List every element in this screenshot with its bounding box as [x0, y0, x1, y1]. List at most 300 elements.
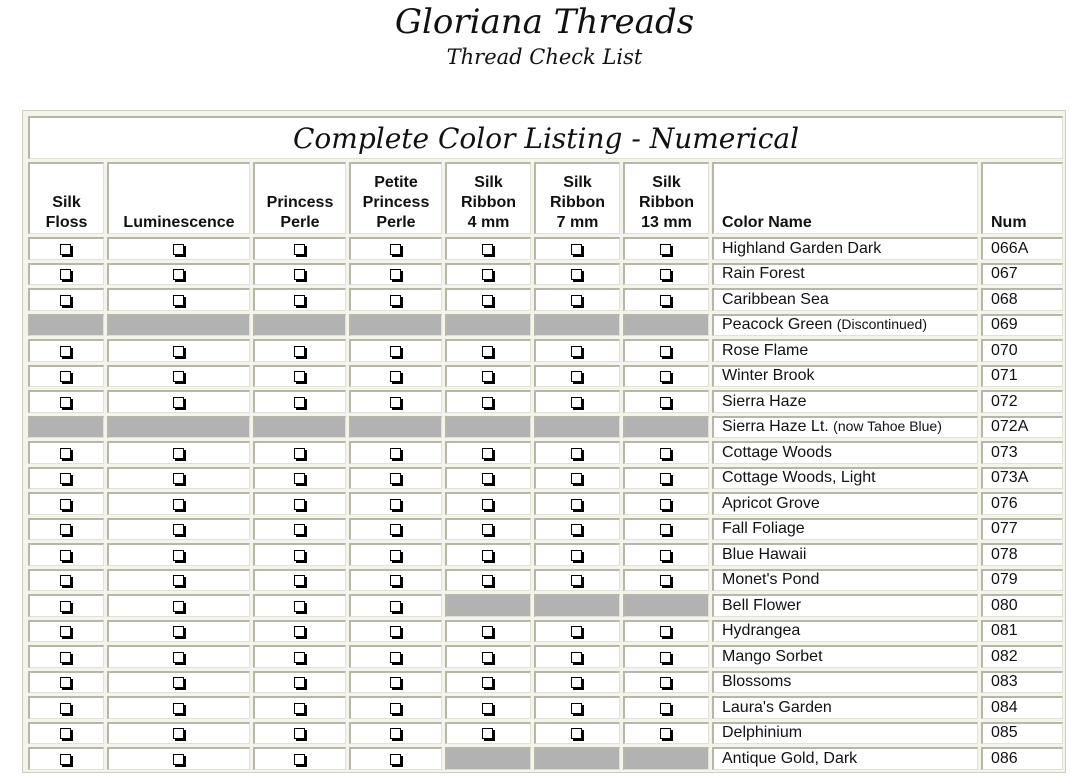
checkbox-cell[interactable] [623, 339, 709, 362]
checkbox-cell[interactable] [253, 288, 346, 311]
checkbox-cell[interactable] [28, 467, 104, 490]
checkbox-icon[interactable] [390, 346, 401, 357]
checkbox-cell[interactable] [107, 543, 250, 566]
checkbox-icon[interactable] [482, 473, 493, 484]
checkbox-icon[interactable] [390, 677, 401, 688]
checkbox-icon[interactable] [660, 244, 671, 255]
checkbox-cell[interactable] [534, 237, 620, 260]
checkbox-cell[interactable] [445, 543, 531, 566]
unavailable-cell [534, 314, 620, 337]
checkbox-icon[interactable] [390, 575, 401, 586]
checkbox-cell[interactable] [349, 263, 442, 286]
checkbox-icon[interactable] [173, 448, 184, 459]
table-row [28, 747, 1063, 770]
checkbox-icon[interactable] [571, 448, 582, 459]
checkbox-cell[interactable] [534, 518, 620, 541]
checkbox-cell[interactable] [253, 645, 346, 668]
checkbox-cell[interactable] [534, 722, 620, 745]
checkbox-icon[interactable] [482, 346, 493, 357]
checkbox-icon[interactable] [60, 448, 71, 459]
checkbox-icon[interactable] [390, 652, 401, 663]
checkbox-cell[interactable] [107, 594, 250, 617]
checkbox-icon[interactable] [482, 626, 493, 637]
checkbox-icon[interactable] [60, 677, 71, 688]
checkbox-icon[interactable] [482, 550, 493, 561]
checkbox-icon[interactable] [60, 346, 71, 357]
checkbox-cell[interactable] [107, 722, 250, 745]
checkbox-icon[interactable] [571, 295, 582, 306]
checkbox-icon[interactable] [294, 524, 305, 535]
checkbox-cell[interactable] [28, 441, 104, 464]
checkbox-icon[interactable] [390, 269, 401, 280]
checkbox-icon[interactable] [571, 550, 582, 561]
checkbox-cell[interactable] [28, 671, 104, 694]
checkbox-cell[interactable] [253, 620, 346, 643]
color-name-cell [712, 237, 978, 260]
checkbox-icon[interactable] [390, 244, 401, 255]
checkbox-cell[interactable] [534, 645, 620, 668]
checkbox-icon[interactable] [660, 652, 671, 663]
checkbox-icon[interactable] [173, 499, 184, 510]
color-name-cell [712, 441, 978, 464]
checkbox-cell[interactable] [534, 365, 620, 388]
checkbox-cell[interactable] [107, 569, 250, 592]
checkbox-cell[interactable] [107, 288, 250, 311]
checkbox-icon[interactable] [173, 397, 184, 408]
checkbox-cell[interactable] [107, 620, 250, 643]
checkbox-cell[interactable] [253, 492, 346, 515]
color-name-cell [712, 594, 978, 617]
unavailable-cell [107, 314, 250, 337]
checkbox-icon[interactable] [660, 524, 671, 535]
checkbox-cell[interactable] [623, 467, 709, 490]
table-row [28, 441, 1063, 464]
color-number: 068 [981, 288, 1063, 311]
checkbox-cell[interactable] [253, 722, 346, 745]
checkbox-icon[interactable] [173, 524, 184, 535]
checkbox-cell[interactable] [28, 594, 104, 617]
checkbox-icon[interactable] [660, 728, 671, 739]
checkbox-cell[interactable] [253, 569, 346, 592]
checkbox-cell[interactable] [28, 339, 104, 362]
thread-rows [28, 237, 1063, 770]
color-name-cell [712, 543, 978, 566]
checkbox-icon[interactable] [660, 269, 671, 280]
checkbox-cell[interactable] [623, 696, 709, 719]
checkbox-icon[interactable] [294, 575, 305, 586]
checkbox-cell[interactable] [349, 696, 442, 719]
checkbox-cell[interactable] [28, 518, 104, 541]
checkbox-icon[interactable] [173, 728, 184, 739]
checkbox-cell[interactable] [253, 594, 346, 617]
checkbox-icon[interactable] [60, 499, 71, 510]
checkbox-cell[interactable] [445, 645, 531, 668]
checkbox-icon[interactable] [482, 371, 493, 382]
checkbox-icon[interactable] [294, 371, 305, 382]
color-name: Rose Flame [722, 341, 809, 359]
color-number: 072A [981, 416, 1063, 439]
checkbox-cell[interactable] [534, 441, 620, 464]
checkbox-cell[interactable] [107, 492, 250, 515]
checkbox-icon[interactable] [60, 550, 71, 561]
checkbox-cell[interactable] [107, 237, 250, 260]
color-note: (Discontinued) [836, 316, 927, 333]
checkbox-icon[interactable] [571, 703, 582, 714]
table-row [28, 237, 1063, 260]
checkbox-icon[interactable] [294, 728, 305, 739]
checkbox-icon[interactable] [571, 524, 582, 535]
checkbox-cell[interactable] [253, 441, 346, 464]
checkbox-cell[interactable] [349, 747, 442, 770]
checkbox-icon[interactable] [173, 575, 184, 586]
checkbox-icon[interactable] [294, 626, 305, 637]
checkbox-icon[interactable] [60, 754, 71, 765]
checkbox-cell[interactable] [445, 263, 531, 286]
checkbox-icon[interactable] [294, 601, 305, 612]
checkbox-cell[interactable] [107, 747, 250, 770]
checkbox-icon[interactable] [660, 371, 671, 382]
color-name: Antique Gold, Dark [722, 749, 858, 767]
color-name-cell [712, 645, 978, 668]
checkbox-icon[interactable] [390, 626, 401, 637]
checkbox-cell[interactable] [623, 237, 709, 260]
checkbox-icon[interactable] [571, 397, 582, 408]
checkbox-icon[interactable] [294, 295, 305, 306]
checkbox-icon[interactable] [294, 448, 305, 459]
checkbox-cell[interactable] [253, 263, 346, 286]
checkbox-icon[interactable] [390, 473, 401, 484]
checkbox-icon[interactable] [571, 626, 582, 637]
checkbox-cell[interactable] [253, 390, 346, 413]
checkbox-cell[interactable] [623, 288, 709, 311]
checkbox-icon[interactable] [390, 371, 401, 382]
checkbox-icon[interactable] [173, 626, 184, 637]
checkbox-cell[interactable] [445, 237, 531, 260]
checkbox-icon[interactable] [390, 703, 401, 714]
checkbox-icon[interactable] [294, 244, 305, 255]
color-number: 069 [981, 314, 1063, 337]
unavailable-cell [253, 416, 346, 439]
checkbox-icon[interactable] [60, 626, 71, 637]
checkbox-icon[interactable] [173, 346, 184, 357]
checkbox-cell[interactable] [253, 365, 346, 388]
unavailable-cell [445, 594, 531, 617]
checkbox-icon[interactable] [482, 524, 493, 535]
checkbox-cell[interactable] [445, 620, 531, 643]
checkbox-icon[interactable] [482, 703, 493, 714]
checkbox-icon[interactable] [571, 677, 582, 688]
checkbox-cell[interactable] [253, 543, 346, 566]
checkbox-icon[interactable] [482, 244, 493, 255]
color-name: Cottage Woods, Light [722, 469, 876, 487]
checkbox-cell[interactable] [623, 390, 709, 413]
color-number: 077 [981, 518, 1063, 541]
checkbox-icon[interactable] [60, 397, 71, 408]
checkbox-icon[interactable] [482, 575, 493, 586]
checkbox-icon[interactable] [173, 703, 184, 714]
checkbox-icon[interactable] [390, 448, 401, 459]
checkbox-icon[interactable] [660, 397, 671, 408]
checkbox-cell[interactable] [534, 696, 620, 719]
checkbox-cell[interactable] [623, 645, 709, 668]
checkbox-cell[interactable] [623, 671, 709, 694]
checkbox-cell[interactable] [349, 237, 442, 260]
table-row [28, 416, 1063, 439]
column-header-silk-ribbon-7mm [534, 162, 620, 234]
checkbox-cell[interactable] [107, 339, 250, 362]
column-header-line: Floss [45, 214, 88, 231]
checkbox-cell[interactable] [349, 288, 442, 311]
checkbox-icon[interactable] [660, 473, 671, 484]
checkbox-icon[interactable] [294, 499, 305, 510]
checkbox-icon[interactable] [294, 703, 305, 714]
checkbox-icon[interactable] [660, 346, 671, 357]
checkbox-icon[interactable] [482, 728, 493, 739]
checkbox-cell[interactable] [445, 671, 531, 694]
checkbox-cell[interactable] [349, 390, 442, 413]
checkbox-icon[interactable] [660, 448, 671, 459]
checkbox-cell[interactable] [28, 237, 104, 260]
checkbox-icon[interactable] [173, 295, 184, 306]
checkbox-cell[interactable] [534, 492, 620, 515]
checkbox-icon[interactable] [294, 677, 305, 688]
checkbox-icon[interactable] [571, 575, 582, 586]
checkbox-cell[interactable] [28, 569, 104, 592]
checkbox-cell[interactable] [107, 671, 250, 694]
checkbox-icon[interactable] [660, 703, 671, 714]
checkbox-cell[interactable] [445, 339, 531, 362]
checkbox-icon[interactable] [660, 550, 671, 561]
checkbox-icon[interactable] [173, 269, 184, 280]
checkbox-icon[interactable] [482, 448, 493, 459]
checkbox-icon[interactable] [60, 601, 71, 612]
checkbox-icon[interactable] [390, 754, 401, 765]
checkbox-cell[interactable] [107, 365, 250, 388]
unavailable-cell [28, 314, 104, 337]
checkbox-cell[interactable] [349, 518, 442, 541]
checkbox-cell[interactable] [107, 518, 250, 541]
column-header-silk-ribbon-13mm [623, 162, 709, 234]
checkbox-cell[interactable] [28, 747, 104, 770]
checkbox-cell[interactable] [107, 441, 250, 464]
checkbox-icon[interactable] [294, 550, 305, 561]
checkbox-icon[interactable] [390, 728, 401, 739]
checkbox-cell[interactable] [349, 671, 442, 694]
checkbox-icon[interactable] [173, 677, 184, 688]
page-title: Gloriana Threads [394, 2, 695, 42]
checkbox-cell[interactable] [28, 365, 104, 388]
page-subtitle: Thread Check List [446, 45, 643, 69]
table-row [28, 492, 1063, 515]
checkbox-icon[interactable] [482, 652, 493, 663]
column-header-line: Perle [280, 214, 320, 231]
checkbox-icon[interactable] [173, 473, 184, 484]
checkbox-icon[interactable] [294, 269, 305, 280]
column-header-line: Princess [362, 194, 430, 211]
checkbox-cell[interactable] [445, 569, 531, 592]
checkbox-cell[interactable] [107, 696, 250, 719]
checkbox-cell[interactable] [623, 722, 709, 745]
checkbox-icon[interactable] [482, 295, 493, 306]
checkbox-cell[interactable] [28, 696, 104, 719]
column-header-line: 13 mm [641, 214, 692, 231]
checkbox-cell[interactable] [349, 594, 442, 617]
checkbox-cell[interactable] [445, 696, 531, 719]
color-name: Apricot Grove [722, 494, 820, 512]
checkbox-icon[interactable] [60, 295, 71, 306]
checkbox-icon[interactable] [482, 269, 493, 280]
checkbox-cell[interactable] [445, 288, 531, 311]
checkbox-cell[interactable] [445, 365, 531, 388]
color-number: 073A [981, 467, 1063, 490]
checkbox-cell[interactable] [623, 492, 709, 515]
checkbox-cell[interactable] [534, 390, 620, 413]
checkbox-icon[interactable] [294, 754, 305, 765]
checkbox-icon[interactable] [294, 473, 305, 484]
checkbox-icon[interactable] [173, 754, 184, 765]
color-number: 086 [981, 747, 1063, 770]
checkbox-cell[interactable] [28, 390, 104, 413]
checkbox-cell[interactable] [253, 671, 346, 694]
checkbox-icon[interactable] [173, 601, 184, 612]
checkbox-icon[interactable] [60, 269, 71, 280]
checkbox-cell[interactable] [623, 569, 709, 592]
checkbox-icon[interactable] [173, 652, 184, 663]
checkbox-cell[interactable] [107, 467, 250, 490]
checkbox-cell[interactable] [253, 696, 346, 719]
checkbox-cell[interactable] [534, 620, 620, 643]
checkbox-icon[interactable] [60, 524, 71, 535]
checkbox-cell[interactable] [349, 441, 442, 464]
checkbox-cell[interactable] [107, 263, 250, 286]
checkbox-icon[interactable] [571, 652, 582, 663]
checkbox-icon[interactable] [571, 244, 582, 255]
checkbox-cell[interactable] [253, 518, 346, 541]
checkbox-icon[interactable] [60, 728, 71, 739]
checkbox-cell[interactable] [534, 543, 620, 566]
checkbox-icon[interactable] [390, 524, 401, 535]
checkbox-icon[interactable] [390, 601, 401, 612]
checkbox-icon[interactable] [571, 728, 582, 739]
checkbox-cell[interactable] [349, 543, 442, 566]
color-name-cell [712, 569, 978, 592]
table-row [28, 543, 1063, 566]
checkbox-icon[interactable] [482, 397, 493, 408]
unavailable-cell [253, 314, 346, 337]
color-name-cell [712, 492, 978, 515]
table-row [28, 365, 1063, 388]
checkbox-icon[interactable] [294, 346, 305, 357]
unavailable-cell [534, 416, 620, 439]
checkbox-cell[interactable] [445, 722, 531, 745]
checkbox-icon[interactable] [660, 499, 671, 510]
checkbox-icon[interactable] [294, 397, 305, 408]
color-number: 072 [981, 390, 1063, 413]
checkbox-icon[interactable] [390, 499, 401, 510]
checkbox-icon[interactable] [60, 575, 71, 586]
checkbox-cell[interactable] [534, 671, 620, 694]
checkbox-icon[interactable] [173, 371, 184, 382]
checkbox-cell[interactable] [534, 288, 620, 311]
checkbox-icon[interactable] [571, 269, 582, 280]
checkbox-icon[interactable] [390, 550, 401, 561]
checkbox-cell[interactable] [28, 263, 104, 286]
checkbox-icon[interactable] [60, 652, 71, 663]
checkbox-icon[interactable] [60, 703, 71, 714]
checkbox-cell[interactable] [623, 518, 709, 541]
checkbox-cell[interactable] [623, 263, 709, 286]
checkbox-icon[interactable] [60, 244, 71, 255]
checkbox-cell[interactable] [534, 339, 620, 362]
checkbox-cell[interactable] [28, 288, 104, 311]
checkbox-icon[interactable] [660, 575, 671, 586]
checkbox-icon[interactable] [571, 346, 582, 357]
checkbox-icon[interactable] [60, 371, 71, 382]
checkbox-cell[interactable] [534, 467, 620, 490]
checkbox-icon[interactable] [571, 499, 582, 510]
checkbox-cell[interactable] [107, 390, 250, 413]
checkbox-cell[interactable] [107, 645, 250, 668]
checkbox-cell[interactable] [349, 620, 442, 643]
checkbox-cell[interactable] [623, 543, 709, 566]
checkbox-cell[interactable] [349, 569, 442, 592]
checkbox-icon[interactable] [173, 244, 184, 255]
checkbox-icon[interactable] [571, 473, 582, 484]
checkbox-cell[interactable] [534, 263, 620, 286]
checkbox-icon[interactable] [482, 677, 493, 688]
checkbox-cell[interactable] [623, 365, 709, 388]
checkbox-icon[interactable] [173, 550, 184, 561]
checkbox-cell[interactable] [349, 492, 442, 515]
checkbox-cell[interactable] [534, 569, 620, 592]
checkbox-cell[interactable] [253, 237, 346, 260]
checkbox-cell[interactable] [28, 722, 104, 745]
checkbox-cell[interactable] [349, 339, 442, 362]
checkbox-icon[interactable] [294, 652, 305, 663]
checkbox-icon[interactable] [60, 473, 71, 484]
table-row [28, 314, 1063, 337]
checkbox-cell[interactable] [445, 492, 531, 515]
checkbox-icon[interactable] [660, 626, 671, 637]
checkbox-cell[interactable] [349, 645, 442, 668]
checkbox-cell[interactable] [28, 492, 104, 515]
checkbox-cell[interactable] [445, 441, 531, 464]
color-name: Fall Foliage [722, 520, 805, 538]
checkbox-icon[interactable] [390, 397, 401, 408]
checkbox-cell[interactable] [253, 747, 346, 770]
checkbox-cell[interactable] [28, 543, 104, 566]
checkbox-icon[interactable] [390, 295, 401, 306]
column-header-line: Ribbon [460, 194, 517, 211]
checkbox-icon[interactable] [660, 295, 671, 306]
unavailable-cell [349, 314, 442, 337]
checkbox-cell[interactable] [349, 365, 442, 388]
checkbox-cell[interactable] [28, 645, 104, 668]
checkbox-cell[interactable] [445, 467, 531, 490]
checkbox-cell[interactable] [445, 390, 531, 413]
checkbox-cell[interactable] [349, 722, 442, 745]
checkbox-icon[interactable] [571, 371, 582, 382]
checkbox-cell[interactable] [253, 339, 346, 362]
checkbox-cell[interactable] [445, 518, 531, 541]
checkbox-cell[interactable] [349, 467, 442, 490]
checkbox-icon[interactable] [660, 677, 671, 688]
checkbox-icon[interactable] [482, 499, 493, 510]
checkbox-cell[interactable] [253, 467, 346, 490]
checkbox-cell[interactable] [623, 441, 709, 464]
checkbox-cell[interactable] [28, 620, 104, 643]
checkbox-cell[interactable] [623, 620, 709, 643]
